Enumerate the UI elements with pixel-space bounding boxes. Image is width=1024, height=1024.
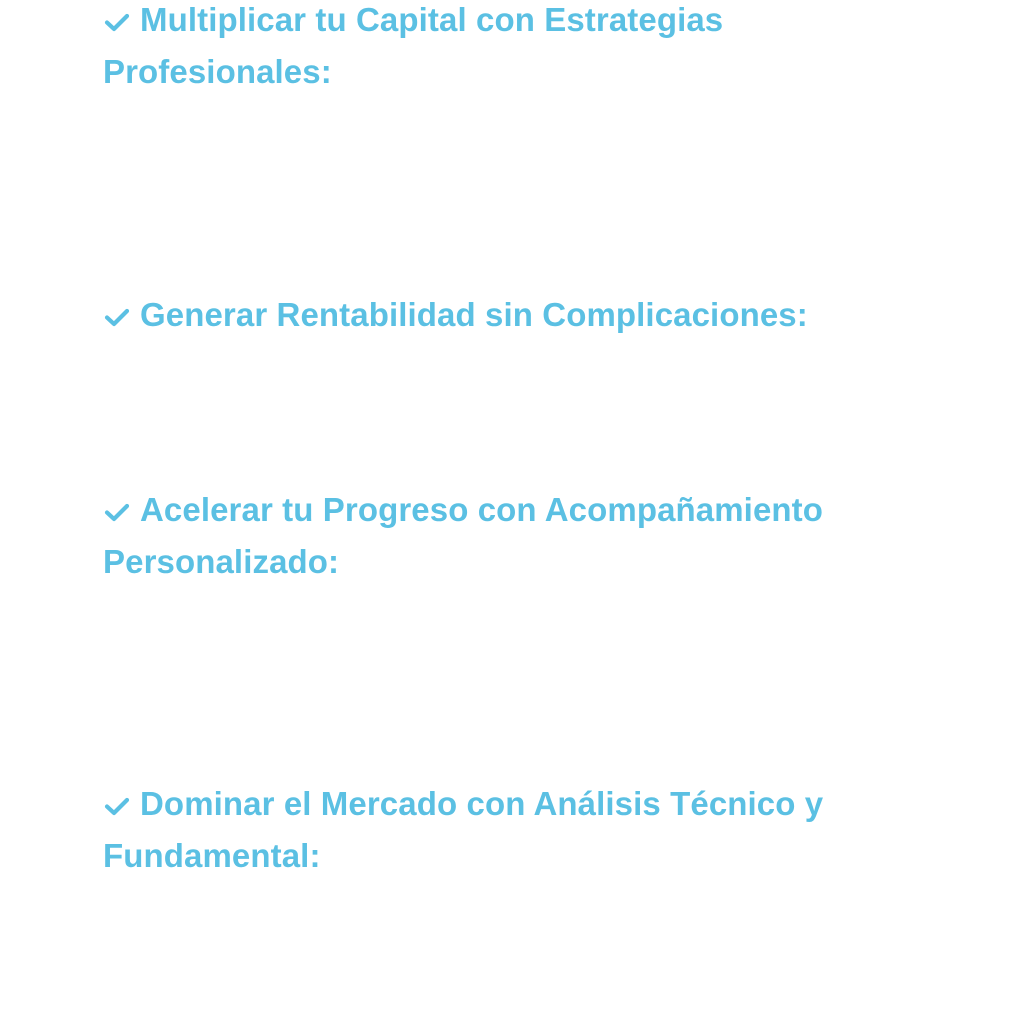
feature-heading-capital <box>103 0 943 98</box>
feature-text: Dominar el Mercado con Análisis Técnico y Fundamental: <box>103 785 824 874</box>
feature-text: Acelerar tu Progreso con Acompañamiento Personalizado: <box>103 491 824 580</box>
check-icon <box>103 501 131 523</box>
feature-heading-rentabilidad <box>103 289 943 341</box>
feature-heading-progreso <box>103 484 943 588</box>
feature-text: Generar Rentabilidad sin Complicaciones: <box>140 296 808 333</box>
check-icon <box>103 795 131 817</box>
check-icon <box>103 11 131 33</box>
feature-text: Multiplicar tu Capital con Estrategias Profesionales: <box>103 1 724 90</box>
feature-heading-mercado <box>103 778 943 882</box>
check-icon <box>103 306 131 328</box>
